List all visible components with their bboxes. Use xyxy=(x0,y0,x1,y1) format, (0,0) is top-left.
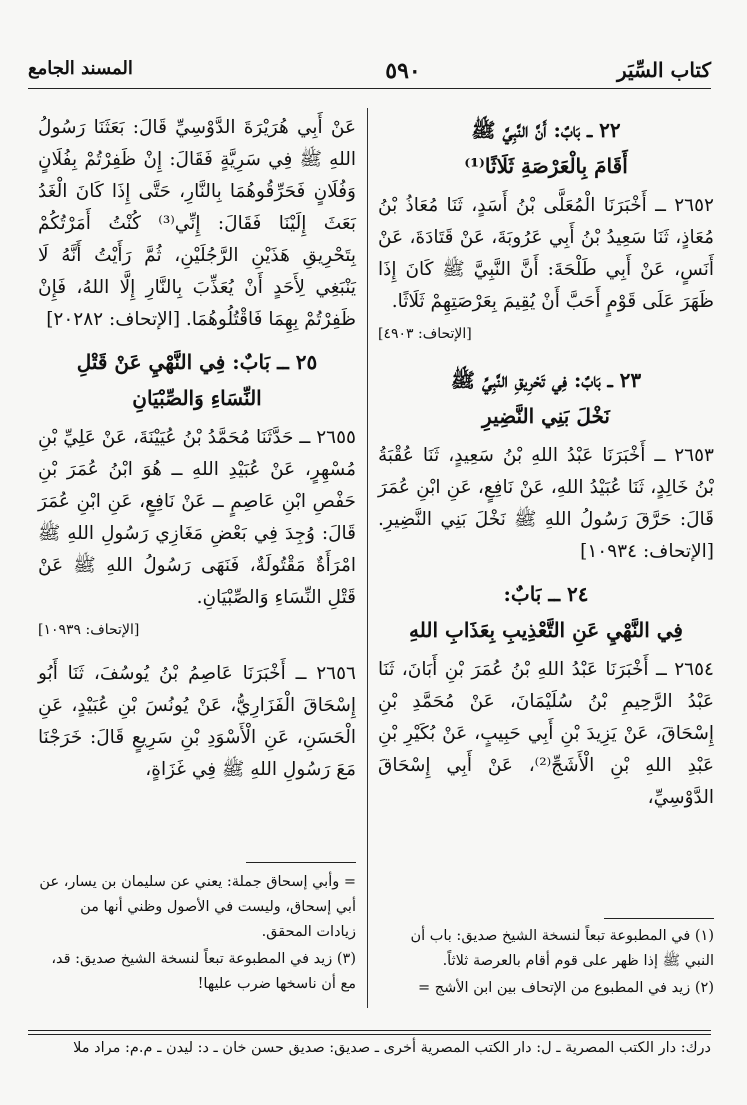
hadith-2656: ٢٦٥٦ ــ أَخْبَرَنَا عَاصِمُ بْنُ يُوسُفَ، ثَنَا أَبُو إِسْحَاقَ الْفَزَارِيُّ، عَنْ يُونُسَ بْنِ عُبَيْدٍ، عَنِ الْحَسَنِ، عَنِ الْأَسْوَدِ بْنِ سَرِيعٍ قَالَ: خَرَجْنَا مَعَ رَسُولِ اللهِ ﷺ فِي غَزَاةٍ، xyxy=(38,663,356,780)
hadith-2654-continued: عَنْ أَبِي هُرَيْرَةَ الدَّوْسِيِّ قَالَ: بَعَثَنَا رَسُولُ اللهِ ﷺ فِي سَرِيَّةٍ فَقَالَ: إِنْ ظَفِرْتُمْ بِفُلَانٍ وَفُلَانٍ فَحَرِّقُوهُمَا بِالنَّارِ، حَتَّى إِذَا كَانَ الْغَدُ بَعَثَ إِلَيْنَا فَقَالَ: إِنِّي⁽³⁾ كُنْتُ أَمَرْتُكُمْ بِتَحْرِيقِ هَذَيْنِ الرَّجُلَيْنِ، ثُمَّ رَأَيْتُ أَنَّهُ لَا يَنْبَغِي لِأَحَدٍ أَنْ يُعَذِّبَ بِالنَّارِ إِلَّا اللهُ، فَإِنْ ظَفِرْتُمْ بِهِمَا فَاقْتُلُوهُمَا. [الإتحاف: ٢٠٢٨٢] xyxy=(38,117,357,330)
footer-rule-thin xyxy=(28,1034,711,1035)
heading-line: ٢٣ ــ بَابٌ: فِي تَحْرِيقِ النَّبِيِّ ﷺ xyxy=(450,368,642,392)
footnote-2: (٢) زيد في المطبوع من الإتحاف بين ابن الأشج = xyxy=(418,980,714,996)
footnote-2-continued: = وأبي إسحاق جملة: يعني عن سليمان بن يسار، عن أبي إسحاق، وليست في الأصول وظني أنها من زيادات المحقق. xyxy=(39,874,356,940)
heading-line: النِّسَاءِ وَالصِّبْيَانِ xyxy=(132,386,262,410)
book-title: كتاب السِّيَر xyxy=(616,58,711,82)
left-column xyxy=(38,112,356,786)
heading-line: فِي النَّهْيِ عَنِ التَّعْذِيبِ بِعَذَابِ اللهِ xyxy=(409,618,683,642)
heading-line: ٢٢ ــ بَابٌ: أَنَّ النَّبِيَّ ﷺ xyxy=(471,118,621,142)
chapter-heading-24 xyxy=(378,576,714,648)
footnotes-right xyxy=(378,924,714,1003)
page-number: ٥٩٠ xyxy=(385,58,421,84)
heading-line: ٢٥ ــ بَابٌ: فِي النَّهْيِ عَنْ قَتْلِ xyxy=(76,350,318,374)
chapter-heading-23 xyxy=(378,362,714,434)
reference-2652: [الإتحاف: ٤٩٠٣] xyxy=(378,326,472,342)
collection-title: المسند الجامع xyxy=(28,58,133,79)
footer-rule xyxy=(28,1030,711,1031)
footnote-1: (١) في المطبوعة تبعاً لنسخة الشيخ صديق: باب أن النبي ﷺ إذا ظهر على قوم أقام بالعرصة ثلاثاً. xyxy=(410,928,714,969)
hadith-2652: ٢٦٥٢ ــ أَخْبَرَنَا الْمُعَلَّى بْنُ أَسَدٍ، ثَنَا مُعَاذُ بْنُ مُعَاذٍ، ثَنَا سَعِيدُ بْنُ أَبِي عَرُوبَةَ، عَنْ قَتَادَةَ، عَنْ أَنَسٍ، عَنْ أَبِي طَلْحَةَ: أَنَّ النَّبِيَّ ﷺ كَانَ إِذَا ظَهَرَ عَلَى قَوْمٍ أَحَبَّ أَنْ يُقِيمَ بِعَرْصَتِهِمْ ثَلَاثًا. xyxy=(378,195,714,312)
header-rule xyxy=(28,88,711,89)
chapter-heading-25 xyxy=(38,344,356,416)
reference-2655: [الإتحاف: ١٠٩٣٩] xyxy=(38,622,140,638)
footnote-3: (٣) زيد في المطبوعة تبعاً لنسخة الشيخ صديق: قد، مع أن ناسخها ضرب عليها! xyxy=(51,951,356,992)
footnote-rule-left xyxy=(246,862,356,863)
hadith-2653: ٢٦٥٣ ــ أَخْبَرَنَا عَبْدُ اللهِ بْنُ سَعِيدٍ، ثَنَا عُقْبَةُ بْنُ خَالِدٍ، ثَنَا عُبَيْدُ اللهِ، عَنْ نَافِعٍ، عَنِ ابْنِ عُمَرَ قَالَ: حَرَّقَ رَسُولُ اللهِ ﷺ نَخْلَ بَنِي النَّضِيرِ. [الإتحاف: ١٠٩٣٤] xyxy=(378,445,714,562)
chapter-heading-22 xyxy=(378,112,714,184)
footnote-rule-right xyxy=(604,918,714,919)
hadith-2655: ٢٦٥٥ ــ حَدَّثَنَا مُحَمَّدُ بْنُ عُيَيْنَةَ، عَنْ عَلِيِّ بْنِ مُسْهِرٍ، عَنْ عُبَيْدِ اللهِ ــ هُوَ ابْنُ عُمَرَ بْنِ حَفْصِ ابْنِ عَاصِمٍ ــ عَنْ نَافِعٍ، عَنِ ابْنِ عُمَرَ قَالَ: وُجِدَ فِي بَعْضِ مَغَازِي رَسُولِ اللهِ ﷺ امْرَأَةٌ مَقْتُولَةٌ، فَنَهَى رَسُولُ اللهِ ﷺ عَنْ قَتْلِ النِّسَاءِ وَالصِّبْيَانِ. xyxy=(38,427,356,608)
footnotes-left xyxy=(38,870,356,999)
page-header xyxy=(28,52,711,86)
right-column xyxy=(378,112,714,814)
heading-line: أَقَامَ بِالْعَرْصَةِ ثَلَاثًا⁽¹⁾ xyxy=(464,154,628,178)
column-divider xyxy=(367,108,368,1008)
hadith-2654: ٢٦٥٤ ــ أَخْبَرَنَا عَبْدُ اللهِ بْنُ عُمَرَ بْنِ أَبَانَ، ثَنَا عَبْدُ الرَّحِيمِ بْنُ سُلَيْمَانَ، عَنْ مُحَمَّدِ بْنِ إِسْحَاقَ، عَنْ يَزِيدَ بْنِ أَبِي حَبِيبٍ، عَنْ بُكَيْرِ بْنِ عَبْدِ اللهِ بْنِ الْأَشَجِّ⁽²⁾، عَنْ أَبِي إِسْحَاقَ الدَّوْسِيِّ، xyxy=(378,659,714,808)
heading-line: نَخْلَ بَنِي النَّضِيرِ xyxy=(482,404,610,428)
heading-line: ٢٤ ــ بَابٌ: xyxy=(503,582,589,606)
manuscript-sigla: درك: دار الكتب المصرية ـ ل: دار الكتب المصرية أخرى ـ صديق: صديق حسن خان ـ د: ليدن ـ م.م: مراد ملا xyxy=(73,1040,711,1056)
